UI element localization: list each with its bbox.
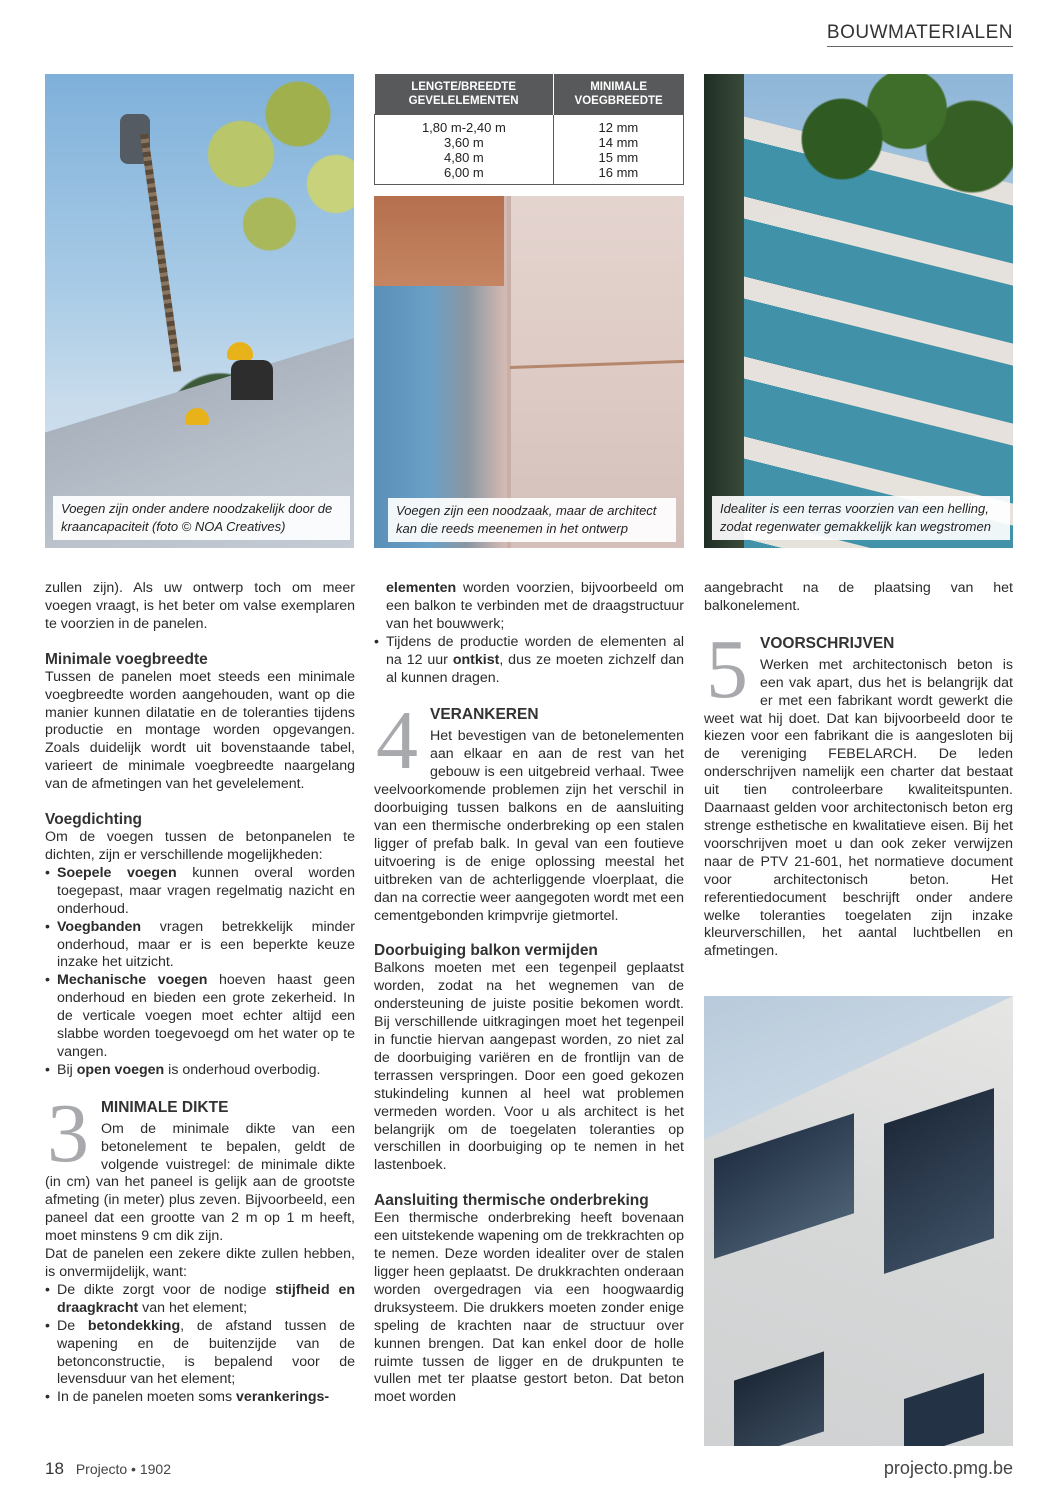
bold-term: Mechanische voegen bbox=[57, 972, 208, 989]
photo-panel-joint bbox=[374, 196, 684, 548]
table-cell-lengths bbox=[375, 115, 554, 185]
table-value: 1,80 m-2,40 m bbox=[421, 120, 506, 135]
paragraph: Het bevestigen van de betonelementen aan elkaar en aan de rest van het gebouw is een uitgebreid verhaal. Twee veelvoorkomende problemen zijn het verschil in doorbuiging tussen balkons en de aansluiting van een thermische onderbreking op een stalen ligger of prefab balk. In geval van een foutieve uitvoering is de enige oplossing meestal het uitbreken van de achterliggende vloerplaat, die dan na correctie weer aangegoten wordt met een cementgebonden krimpvrije gietmortel. bbox=[374, 728, 684, 924]
paragraph bbox=[374, 580, 684, 634]
paragraph: aangebracht na de plaatsing van het balkonelement. bbox=[704, 580, 1013, 614]
photo-crane-lift bbox=[45, 74, 354, 548]
section-number: 4 bbox=[376, 694, 418, 788]
bold-term: elementen bbox=[386, 580, 457, 596]
bold-term: verankerings- bbox=[236, 1389, 330, 1406]
table-value: 15 mm bbox=[598, 150, 639, 165]
joint-width-table bbox=[374, 74, 684, 185]
list-item bbox=[374, 634, 684, 688]
section-5 bbox=[704, 622, 1013, 961]
section-title: VERANKEREN bbox=[430, 706, 539, 724]
section-title: VOORSCHRIJVEN bbox=[760, 634, 895, 652]
table-value: 16 mm bbox=[598, 165, 639, 180]
section-number: 5 bbox=[706, 622, 748, 716]
bold-term: ontkist bbox=[452, 651, 500, 668]
section-tag: BOUWMATERIALEN bbox=[827, 22, 1013, 47]
section-title: MINIMALE DIKTE bbox=[101, 1098, 229, 1116]
worker bbox=[231, 360, 273, 400]
bold-term: Voegbanden bbox=[57, 918, 142, 935]
list-item bbox=[45, 865, 355, 919]
hard-hat bbox=[185, 408, 209, 425]
photo-building-balconies bbox=[704, 74, 1013, 548]
table-header-width: MINIMALE VOEGBREEDTE bbox=[553, 74, 683, 115]
paragraph: Een thermische onderbreking heeft bovenaan een uitstekende wapening om de trekkrachten op te nemen. Deze worden idealiter over de stalen ligger heen geplaatst. De drukkrachten onderaan worden overgedragen via een hoogwaardig druksysteem. Die drukkers moeten zonder enige speling de krachten naar de structuur over kunnen brengen. Dat kan enkel door de holle ruimte tussen de ligger en de drukpunten te vullen met ter plaatse gestort beton. Dat beton moet worden bbox=[374, 1210, 684, 1406]
tree-leaves bbox=[184, 74, 354, 274]
table-value: 4,80 m bbox=[444, 150, 484, 165]
item-text: hoeven haast geen onderhoud en bieden een grote zekerheid. In de verticale voegen moet echter altijd een slabbe worden toegevoegd om het water op te vangen. bbox=[57, 972, 355, 1060]
list-item bbox=[45, 1282, 355, 1318]
wood-strip bbox=[374, 196, 504, 286]
foreground-foliage bbox=[704, 74, 744, 548]
item-text: kunnen overal worden toegepast, maar vragen regelmatig nazicht en onderhoud. bbox=[57, 864, 356, 917]
paragraph: Dat de panelen een zekere dikte zullen hebben, is onvermijdelijk, want: bbox=[45, 1246, 355, 1280]
item-text: van het element; bbox=[138, 1299, 248, 1316]
table-value: 14 mm bbox=[598, 135, 639, 150]
bold-term: stijfheid en draagkracht bbox=[57, 1281, 356, 1316]
paragraph: Balkons moeten met een tegenpeil geplaatst worden, zodat na het wegnemen van de ondersteuning de juiste positie bekomen wordt. Bij verschillende uitkragingen moet het tegenpeil in functie hiervan aangepast worden, zo niet zal de doorbuiging variëren en de frontlijn van de terrassen verspringen. Door een goed gekozen stukindeling kunnen al heel wat problemen vermeden worden. Voor u als architect is het belangrijk om de toegelaten toleranties op verschillen in doorbuiging op te nemen in het lastenboek. bbox=[374, 960, 684, 1174]
footer-left bbox=[45, 1459, 171, 1479]
caption-crane: Voegen zijn onder andere noodzakelijk door de kraancapaciteit (foto © NOA Creatives) bbox=[53, 496, 350, 540]
section-3 bbox=[45, 1086, 355, 1246]
table-cell-widths bbox=[553, 115, 683, 185]
subheading-doorbuiging: Doorbuiging balkon vermijden bbox=[374, 942, 598, 960]
item-text: De dikte zorgt voor de nodige bbox=[57, 1281, 276, 1298]
subheading-voegdichting: Voegdichting bbox=[45, 811, 143, 829]
caption-building: Idealiter is een terras voorzien van een helling, zodat regenwater gemakkelijk kan wegstromen bbox=[712, 496, 1010, 540]
website-link[interactable]: projecto.pmg.be bbox=[883, 1458, 1013, 1478]
section-4 bbox=[374, 694, 684, 925]
list-item bbox=[45, 919, 355, 973]
item-text: is onderhoud overbodig. bbox=[164, 1061, 321, 1078]
issue-label: Projecto • 1902 bbox=[75, 1461, 171, 1477]
list-item bbox=[45, 1389, 355, 1407]
table-value: 6,00 m bbox=[444, 165, 484, 180]
item-text: vragen betrekkelijk minder onderhoud, maar er is een beperkte keuze inzake het uitzicht. bbox=[57, 918, 355, 971]
paragraph: zullen zijn). Als uw ontwerp toch om meer voegen vraagt, is het beter om valse exemplaren te voorzien in de panelen. bbox=[45, 580, 355, 632]
subheading-aansluiting: Aansluiting thermische onderbreking bbox=[374, 1192, 649, 1210]
subheading-voegbreedte: Minimale voegbreedte bbox=[45, 650, 208, 668]
bold-term: Soepele voegen bbox=[57, 864, 177, 881]
item-text: De bbox=[57, 1317, 88, 1334]
list-item bbox=[45, 1062, 355, 1080]
list-item bbox=[45, 972, 355, 1062]
paragraph: Tussen de panelen moet steeds een minimale voegbreedte worden aangehouden, want op die manier kunnen dilatatie en de toleranties tijdens productie en montage worden opgevangen. Zoals duidelijk wordt uit bovenstaande tabel, varieert de minimale voegbreedte naargelang van de afmetingen van het gevelelement. bbox=[45, 668, 355, 793]
bold-term: open voegen bbox=[76, 1061, 165, 1078]
tree-leaves bbox=[764, 74, 1013, 214]
item-text: , dus ze moeten zichzelf dan al kunnen dragen. bbox=[386, 651, 684, 686]
concrete-panel bbox=[510, 196, 684, 548]
table-value: 3,60 m bbox=[444, 135, 484, 150]
table-header-length: LENGTE/BREEDTE GEVELELEMENTEN bbox=[375, 74, 554, 115]
text-column-3 bbox=[704, 580, 1013, 961]
table-value: 12 mm bbox=[598, 120, 639, 135]
photo-facade-corner bbox=[704, 996, 1013, 1446]
item-text: , de afstand tussen de wapening en de buitenzijde van de betonconstructie, is bepalend voor de levensduur van het element; bbox=[57, 1317, 355, 1388]
list-item bbox=[45, 1318, 355, 1390]
bold-term: betondekking bbox=[87, 1317, 181, 1334]
caption-joint: Voegen zijn een noodzaak, maar de architect kan die reeds meenemen in het ontwerp bbox=[388, 498, 676, 542]
item-text: worden voorzien, bijvoorbeeld om een balkon te verbinden met de draagstructuur van het bouwwerk; bbox=[386, 580, 684, 632]
paragraph: Om de voegen tussen de betonpanelen te dichten, zijn er verschillende mogelijkheden: bbox=[45, 829, 355, 863]
bullet-list bbox=[45, 1282, 355, 1407]
bullet-list bbox=[45, 865, 355, 1080]
text-column-2 bbox=[374, 580, 684, 1407]
page-number: 18 bbox=[45, 1459, 64, 1478]
text-column-1 bbox=[45, 580, 355, 1407]
vertical-joint bbox=[507, 196, 511, 548]
item-text: In de panelen moeten soms bbox=[57, 1389, 237, 1406]
section-number: 3 bbox=[47, 1086, 89, 1180]
paragraph: Werken met architectonisch beton is een vak apart, dus het is belangrijk dat er met een fabrikant wordt gewerkt die weet wat hij doet. Dat kan bijvoorbeeld door te kiezen voor een fabrikant die is aangesloten bij de vereniging FEBELARCH. De leden onderschrijven namelijk een charter dat bestaat uit tien controleerbare kwaliteitspunten. Daarnaast gelden voor architectonisch beton erg strenge esthetische en kwalitatieve eisen. Bij het voorschrijven moet u dan ook zeker verwijzen naar de PTV 21-601, het normatieve document voor architectonisch beton. Het referentiedocument beschrijft onder andere welke toleranties toegelaten zijn inzake kleurverschillen, het aantal luchtbellen en afmetingen. bbox=[704, 656, 1013, 960]
bullet-list bbox=[374, 634, 684, 688]
crane-chain bbox=[140, 133, 181, 372]
paragraph: Om de minimale dikte van een betonelement te bepalen, geldt de volgende vuistregel: de minimale dikte (in cm) van het paneel is gelijk aan de grootste afmeting (in meter) plus zeven. Bijvoorbeeld, een paneel dat een grootte van 2 m op 1 m heeft, moet minstens 9 cm dik zijn. bbox=[45, 1120, 355, 1245]
item-text: Bij bbox=[57, 1061, 77, 1078]
item-text: Tijdens de productie worden de elementen al na 12 uur bbox=[386, 633, 684, 668]
